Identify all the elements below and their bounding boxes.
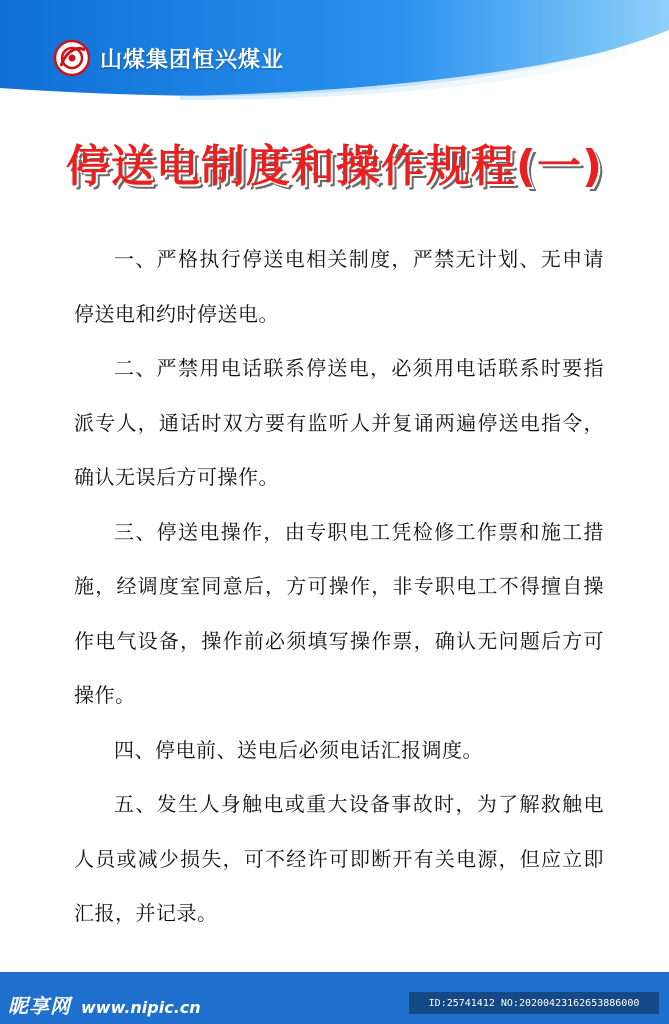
site-watermark bbox=[8, 990, 201, 1019]
watermark-image-id: ID:25741412 NO:20200423162653886000 bbox=[409, 992, 659, 1014]
company-logo-icon bbox=[52, 38, 92, 78]
regulation-item-3: 三、停送电操作，由专职电工凭检修工作票和施工措施，经调度室同意后，方可操作，非专职电工不得擅自操作电气设备，操作前必须填写操作票，确认无问题后方可操作。 bbox=[74, 519, 604, 707]
regulation-body bbox=[74, 232, 604, 941]
watermark-url: www.nipic.cn bbox=[81, 998, 201, 1017]
regulation-item-1: 一、严格执行停送电相关制度，严禁无计划、无申请停送电和约时停送电。 bbox=[74, 247, 604, 326]
document-title: 停送电制度和操作规程(一) bbox=[65, 141, 604, 192]
regulation-item-4: 四、停电前、送电后必须电话汇报调度。 bbox=[114, 737, 483, 762]
header-banner bbox=[0, 0, 669, 110]
watermark-logo: 昵享网 bbox=[8, 994, 71, 1018]
company-name: 山煤集团恒兴煤业 bbox=[100, 47, 285, 73]
regulation-item-5: 五、发生人身触电或重大设备事故时，为了解救触电人员或减少损失，可不经许可即断开有关电源，但应立即汇报，并记录。 bbox=[74, 792, 604, 925]
company-brand bbox=[52, 36, 284, 80]
regulation-item-2: 二、严禁用电话联系停送电，必须用电话联系时要指派专人，通话时双方要有监听人并复诵两遍停送电指令，确认无误后方可操作。 bbox=[74, 356, 604, 489]
